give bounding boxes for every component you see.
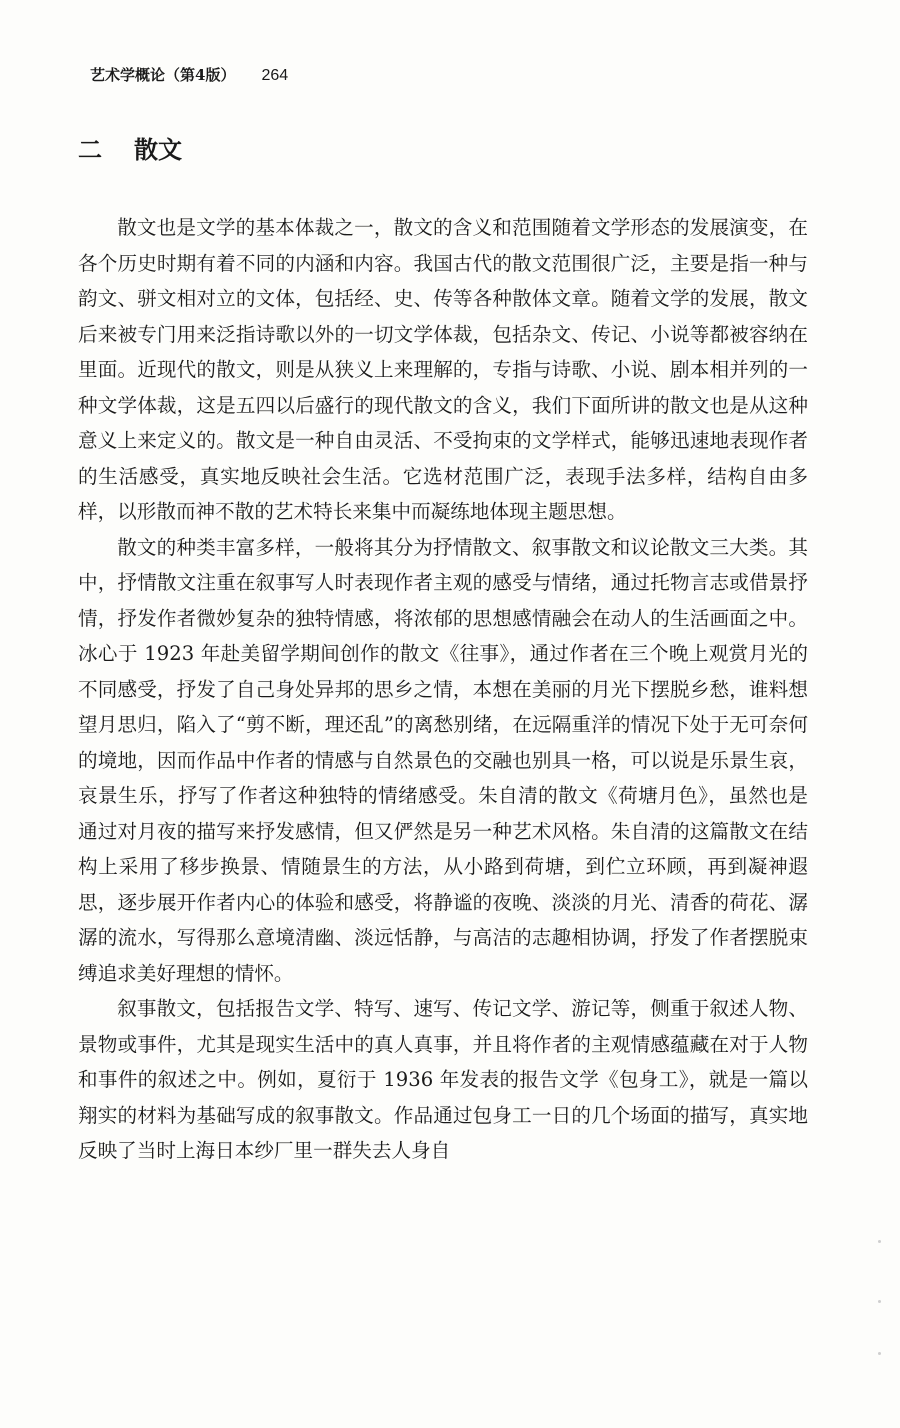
section-title: 散文 xyxy=(134,136,182,164)
book-title: 艺术学概论（第4版） xyxy=(90,66,236,84)
paragraph-1: 散文也是文学的基本体裁之一，散文的含义和范围随着文学形态的发展演变，在各个历史时期有着不同的内涵和内容。我国古代的散文范围很广泛，主要是指一种与韵文、骈文相对立的文体，包括经、史、传等各种散体文章。随着文学的发展，散文后来被专门用来泛指诗歌以外的一切文学体裁，包括杂文、传记、小说等都被容纳在里面。近现代的散文，则是从狭义上来理解的，专指与诗歌、小说、剧本相并列的一种文学体裁，这是五四以后盛行的现代散文的含义，我们下面所讲的散文也是从这种意义上来定义的。散文是一种自由灵活、不受拘束的文学样式，能够迅速地表现作者的生活感受，真实地反映社会生活。它选材范围广泛，表现手法多样，结构自由多样，以形散而神不散的艺术特长来集中而凝练地体现主题思想。 xyxy=(78,216,808,523)
scan-speck xyxy=(878,1240,881,1243)
section-heading xyxy=(78,130,182,165)
page-number: 264 xyxy=(261,67,289,84)
paragraph-3: 叙事散文，包括报告文学、特写、速写、传记文学、游记等，侧重于叙述人物、景物或事件，尤其是现实生活中的真人真事，并且将作者的主观情感蕴藏在对于人物和事件的叙述之中。例如，夏衍于 1936 年发表的报告文学《包身工》，就是一篇以翔实的材料为基础写成的叙事散文。作品通过包身工一日的几个场面的描写，真实地反映了当时上海日本纱厂里一群失去人身自 xyxy=(78,997,808,1162)
running-header xyxy=(90,64,288,85)
paragraph-2: 散文的种类丰富多样，一般将其分为抒情散文、叙事散文和议论散文三大类。其中，抒情散文注重在叙事写人时表现作者主观的感受与情绪，通过托物言志或借景抒情，抒发作者微妙复杂的独特情感，将浓郁的思想感情融会在动人的生活画面之中。冰心于 1923 年赴美留学期间创作的散文《往事》，通过作者在三个晚上观赏月光的不同感受，抒发了自己身处异邦的思乡之情，本想在美丽的月光下摆脱乡愁，谁料想望月思归，陷入了“剪不断，理还乱”的离愁别绪，在远隔重洋的情况下处于无可奈何的境地，因而作品中作者的情感与自然景色的交融也别具一格，可以说是乐景生哀，哀景生乐，抒写了作者这种独特的情绪感受。朱自清的散文《荷塘月色》，虽然也是通过对月夜的描写来抒发感情，但又俨然是另一种艺术风格。朱自清的这篇散文在结构上采用了移步换景、情随景生的方法，从小路到荷塘，到伫立环顾，再到凝神遐思，逐步展开作者内心的体验和感受，将静谧的夜晚、淡淡的月光、清香的荷花、潺潺的流水，写得那么意境清幽、淡远恬静，与高洁的志趣相协调，抒发了作者摆脱束缚追求美好理想的情怀。 xyxy=(78,535,808,985)
scan-speck xyxy=(878,1352,881,1355)
section-number: 二 xyxy=(78,136,102,164)
body-text xyxy=(78,210,808,1169)
scan-speck xyxy=(878,1300,881,1303)
